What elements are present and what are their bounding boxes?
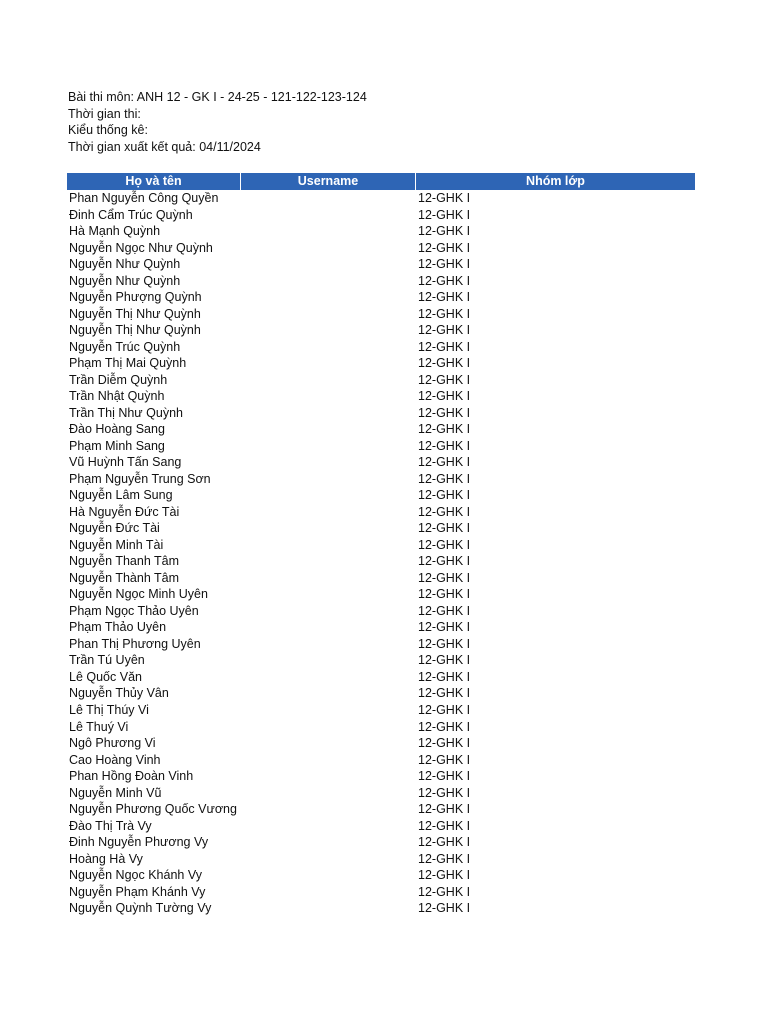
- cell-group: 12-GHK I: [418, 802, 471, 817]
- table-row: [67, 421, 695, 438]
- cell-username: [241, 306, 416, 323]
- cell-group: 12-GHK I: [418, 669, 471, 684]
- cell-group: 12-GHK I: [418, 290, 471, 305]
- cell-username: [241, 900, 416, 917]
- cell-name: Phạm Thị Mai Quỳnh: [69, 356, 187, 371]
- cell-username: [241, 636, 416, 653]
- cell-username: [241, 603, 416, 620]
- cell-name: Nguyễn Phượng Quỳnh: [69, 290, 202, 305]
- table-row: [67, 834, 695, 851]
- table-row: [67, 570, 695, 587]
- table-row: [67, 471, 695, 488]
- cell-group: 12-GHK I: [418, 884, 471, 899]
- cell-name: Đào Hoàng Sang: [69, 422, 165, 437]
- cell-group: 12-GHK I: [418, 372, 471, 387]
- cell-username: [241, 735, 416, 752]
- table-row: [67, 223, 695, 240]
- table-row: [67, 685, 695, 702]
- cell-group: 12-GHK I: [418, 455, 471, 470]
- cell-group: 12-GHK I: [418, 191, 471, 205]
- cell-name: Lê Thuý Vi: [69, 719, 129, 734]
- cell-name: Nguyễn Như Quỳnh: [69, 273, 181, 288]
- table-row: [67, 636, 695, 653]
- table-row: [67, 372, 695, 389]
- cell-group: 12-GHK I: [418, 818, 471, 833]
- cell-group: 12-GHK I: [418, 224, 471, 239]
- stat-type: Kiểu thống kê:: [68, 123, 148, 137]
- table-row: [67, 487, 695, 504]
- cell-name: Nguyễn Ngọc Khánh Vy: [69, 868, 202, 883]
- cell-name: Cao Hoàng Vinh: [69, 752, 161, 767]
- cell-username: [241, 405, 416, 422]
- cell-name: Vũ Huỳnh Tấn Sang: [69, 455, 182, 470]
- table-row: [67, 240, 695, 257]
- header-name: Họ và tên: [67, 173, 241, 190]
- table-row: [67, 520, 695, 537]
- cell-name: Đào Thị Trà Vy: [69, 818, 152, 833]
- table-row: [67, 306, 695, 323]
- table-row: [67, 553, 695, 570]
- cell-name: Đinh Cẩm Trúc Quỳnh: [69, 207, 193, 222]
- cell-name: Nguyễn Thành Tâm: [69, 570, 180, 585]
- table-row: [67, 388, 695, 405]
- table-row: [67, 438, 695, 455]
- cell-username: [241, 471, 416, 488]
- table-row: [67, 719, 695, 736]
- cell-username: [241, 586, 416, 603]
- cell-group: 12-GHK I: [418, 620, 471, 635]
- cell-group: 12-GHK I: [418, 471, 471, 486]
- cell-name: Nguyễn Trúc Quỳnh: [69, 339, 181, 354]
- cell-name: Nguyễn Như Quỳnh: [69, 257, 181, 272]
- cell-name: Nguyễn Đức Tài: [69, 521, 160, 536]
- table-body: [67, 190, 695, 917]
- cell-name: Nguyễn Phương Quốc Vương: [69, 802, 237, 817]
- table-row: [67, 586, 695, 603]
- cell-username: [241, 520, 416, 537]
- cell-username: [241, 702, 416, 719]
- exam-time: Thời gian thi:: [68, 106, 141, 121]
- cell-name: Nguyễn Thanh Tâm: [69, 554, 180, 569]
- header-username: Username: [241, 173, 416, 190]
- cell-group: 12-GHK I: [418, 488, 471, 503]
- table-row: [67, 207, 695, 224]
- cell-group: 12-GHK I: [418, 240, 471, 255]
- cell-group: 12-GHK I: [418, 339, 471, 354]
- cell-group: 12-GHK I: [418, 405, 471, 420]
- cell-group: 12-GHK I: [418, 868, 471, 883]
- cell-username: [241, 421, 416, 438]
- cell-name: Hà Mạnh Quỳnh: [69, 224, 161, 239]
- table-row: [67, 818, 695, 835]
- cell-group: 12-GHK I: [418, 835, 471, 850]
- cell-username: [241, 454, 416, 471]
- cell-group: 12-GHK I: [418, 356, 471, 371]
- cell-username: [241, 372, 416, 389]
- cell-username: [241, 719, 416, 736]
- cell-name: Hoàng Hà Vy: [69, 851, 143, 866]
- cell-group: 12-GHK I: [418, 257, 471, 272]
- cell-group: 12-GHK I: [418, 603, 471, 618]
- table-row: [67, 752, 695, 769]
- cell-username: [241, 322, 416, 339]
- cell-username: [241, 867, 416, 884]
- cell-name: Trần Thị Như Quỳnh: [69, 405, 183, 420]
- exam-title: Bài thi môn: ANH 12 - GK I - 24-25 - 121-122-123-124: [68, 90, 367, 104]
- cell-name: Đinh Nguyễn Phương Vy: [69, 835, 209, 850]
- table-row: [67, 867, 695, 884]
- table-row: [67, 652, 695, 669]
- table-row: [67, 504, 695, 521]
- cell-username: [241, 256, 416, 273]
- cell-name: Ngô Phương Vi: [69, 736, 156, 751]
- table-row: [67, 454, 695, 471]
- cell-group: 12-GHK I: [418, 653, 471, 668]
- cell-name: Phạm Minh Sang: [69, 438, 165, 453]
- cell-group: 12-GHK I: [418, 554, 471, 569]
- cell-name: Nguyễn Thị Như Quỳnh: [69, 306, 201, 321]
- cell-name: Nguyễn Ngọc Minh Uyên: [69, 587, 208, 602]
- cell-username: [241, 785, 416, 802]
- cell-group: 12-GHK I: [418, 438, 471, 453]
- cell-name: Phan Thị Phương Uyên: [69, 636, 201, 651]
- table-row: [67, 785, 695, 802]
- cell-name: Nguyễn Ngọc Như Quỳnh: [69, 240, 213, 255]
- cell-username: [241, 207, 416, 224]
- cell-group: 12-GHK I: [418, 570, 471, 585]
- cell-username: [241, 339, 416, 356]
- table-row: [67, 851, 695, 868]
- cell-username: [241, 768, 416, 785]
- table-header: [67, 173, 695, 190]
- table-row: [67, 884, 695, 901]
- cell-name: Phan Nguyễn Công Quyền: [69, 191, 219, 205]
- cell-group: 12-GHK I: [418, 851, 471, 866]
- cell-group: 12-GHK I: [418, 207, 471, 222]
- cell-username: [241, 388, 416, 405]
- cell-username: [241, 818, 416, 835]
- cell-username: [241, 570, 416, 587]
- cell-group: 12-GHK I: [418, 537, 471, 552]
- table-row: [67, 190, 695, 207]
- cell-group: 12-GHK I: [418, 323, 471, 338]
- cell-group: 12-GHK I: [418, 752, 471, 767]
- cell-username: [241, 240, 416, 257]
- cell-username: [241, 553, 416, 570]
- cell-username: [241, 190, 416, 207]
- cell-group: 12-GHK I: [418, 587, 471, 602]
- cell-name: Lê Quốc Văn: [69, 669, 142, 684]
- table-row: [67, 355, 695, 372]
- table-row: [67, 900, 695, 917]
- table-row: [67, 669, 695, 686]
- cell-username: [241, 273, 416, 290]
- cell-username: [241, 619, 416, 636]
- header-group: Nhóm lớp: [526, 174, 585, 188]
- table-row: [67, 768, 695, 785]
- cell-group: 12-GHK I: [418, 901, 471, 916]
- cell-name: Phạm Nguyễn Trung Sơn: [69, 471, 211, 486]
- cell-username: [241, 851, 416, 868]
- cell-username: [241, 685, 416, 702]
- table-row: [67, 322, 695, 339]
- cell-username: [241, 355, 416, 372]
- cell-group: 12-GHK I: [418, 785, 471, 800]
- cell-name: Lê Thị Thúy Vi: [69, 702, 149, 717]
- table-row: [67, 603, 695, 620]
- cell-username: [241, 884, 416, 901]
- cell-group: 12-GHK I: [418, 521, 471, 536]
- cell-group: 12-GHK I: [418, 636, 471, 651]
- cell-group: 12-GHK I: [418, 273, 471, 288]
- cell-username: [241, 801, 416, 818]
- cell-name: Trần Tú Uyên: [69, 653, 145, 668]
- report-meta: [68, 89, 367, 155]
- cell-name: Trần Nhật Quỳnh: [69, 389, 165, 404]
- table-row: [67, 735, 695, 752]
- cell-name: Nguyễn Minh Vũ: [69, 785, 162, 800]
- cell-group: 12-GHK I: [418, 306, 471, 321]
- table-row: [67, 619, 695, 636]
- table-row: [67, 289, 695, 306]
- cell-name: Trần Diễm Quỳnh: [69, 372, 168, 387]
- cell-group: 12-GHK I: [418, 702, 471, 717]
- export-time: Thời gian xuất kết quả: 04/11/2024: [68, 139, 261, 154]
- cell-username: [241, 223, 416, 240]
- cell-group: 12-GHK I: [418, 736, 471, 751]
- cell-name: Nguyễn Thị Như Quỳnh: [69, 323, 201, 338]
- cell-group: 12-GHK I: [418, 719, 471, 734]
- cell-username: [241, 752, 416, 769]
- table-row: [67, 801, 695, 818]
- cell-username: [241, 289, 416, 306]
- table-row: [67, 273, 695, 290]
- table-row: [67, 256, 695, 273]
- cell-username: [241, 834, 416, 851]
- cell-name: Phạm Thảo Uyên: [69, 620, 167, 635]
- cell-name: Phạm Ngọc Thảo Uyên: [69, 603, 199, 618]
- cell-username: [241, 652, 416, 669]
- cell-name: Phan Hồng Đoàn Vinh: [69, 769, 194, 784]
- cell-name: Nguyễn Minh Tài: [69, 537, 164, 552]
- cell-name: Nguyễn Phạm Khánh Vy: [69, 884, 206, 899]
- table-row: [67, 702, 695, 719]
- table-row: [67, 405, 695, 422]
- cell-username: [241, 438, 416, 455]
- cell-username: [241, 669, 416, 686]
- cell-group: 12-GHK I: [418, 389, 471, 404]
- cell-group: 12-GHK I: [418, 769, 471, 784]
- cell-name: Nguyễn Lâm Sung: [69, 488, 173, 503]
- cell-group: 12-GHK I: [418, 504, 471, 519]
- cell-username: [241, 487, 416, 504]
- results-table: [67, 173, 695, 917]
- cell-username: [241, 537, 416, 554]
- cell-name: Hà Nguyễn Đức Tài: [69, 504, 180, 519]
- cell-group: 12-GHK I: [418, 422, 471, 437]
- cell-group: 12-GHK I: [418, 686, 471, 701]
- table-row: [67, 339, 695, 356]
- cell-name: Nguyễn Quỳnh Tường Vy: [69, 901, 212, 916]
- cell-name: Nguyễn Thủy Vân: [69, 686, 169, 701]
- cell-username: [241, 504, 416, 521]
- table-row: [67, 537, 695, 554]
